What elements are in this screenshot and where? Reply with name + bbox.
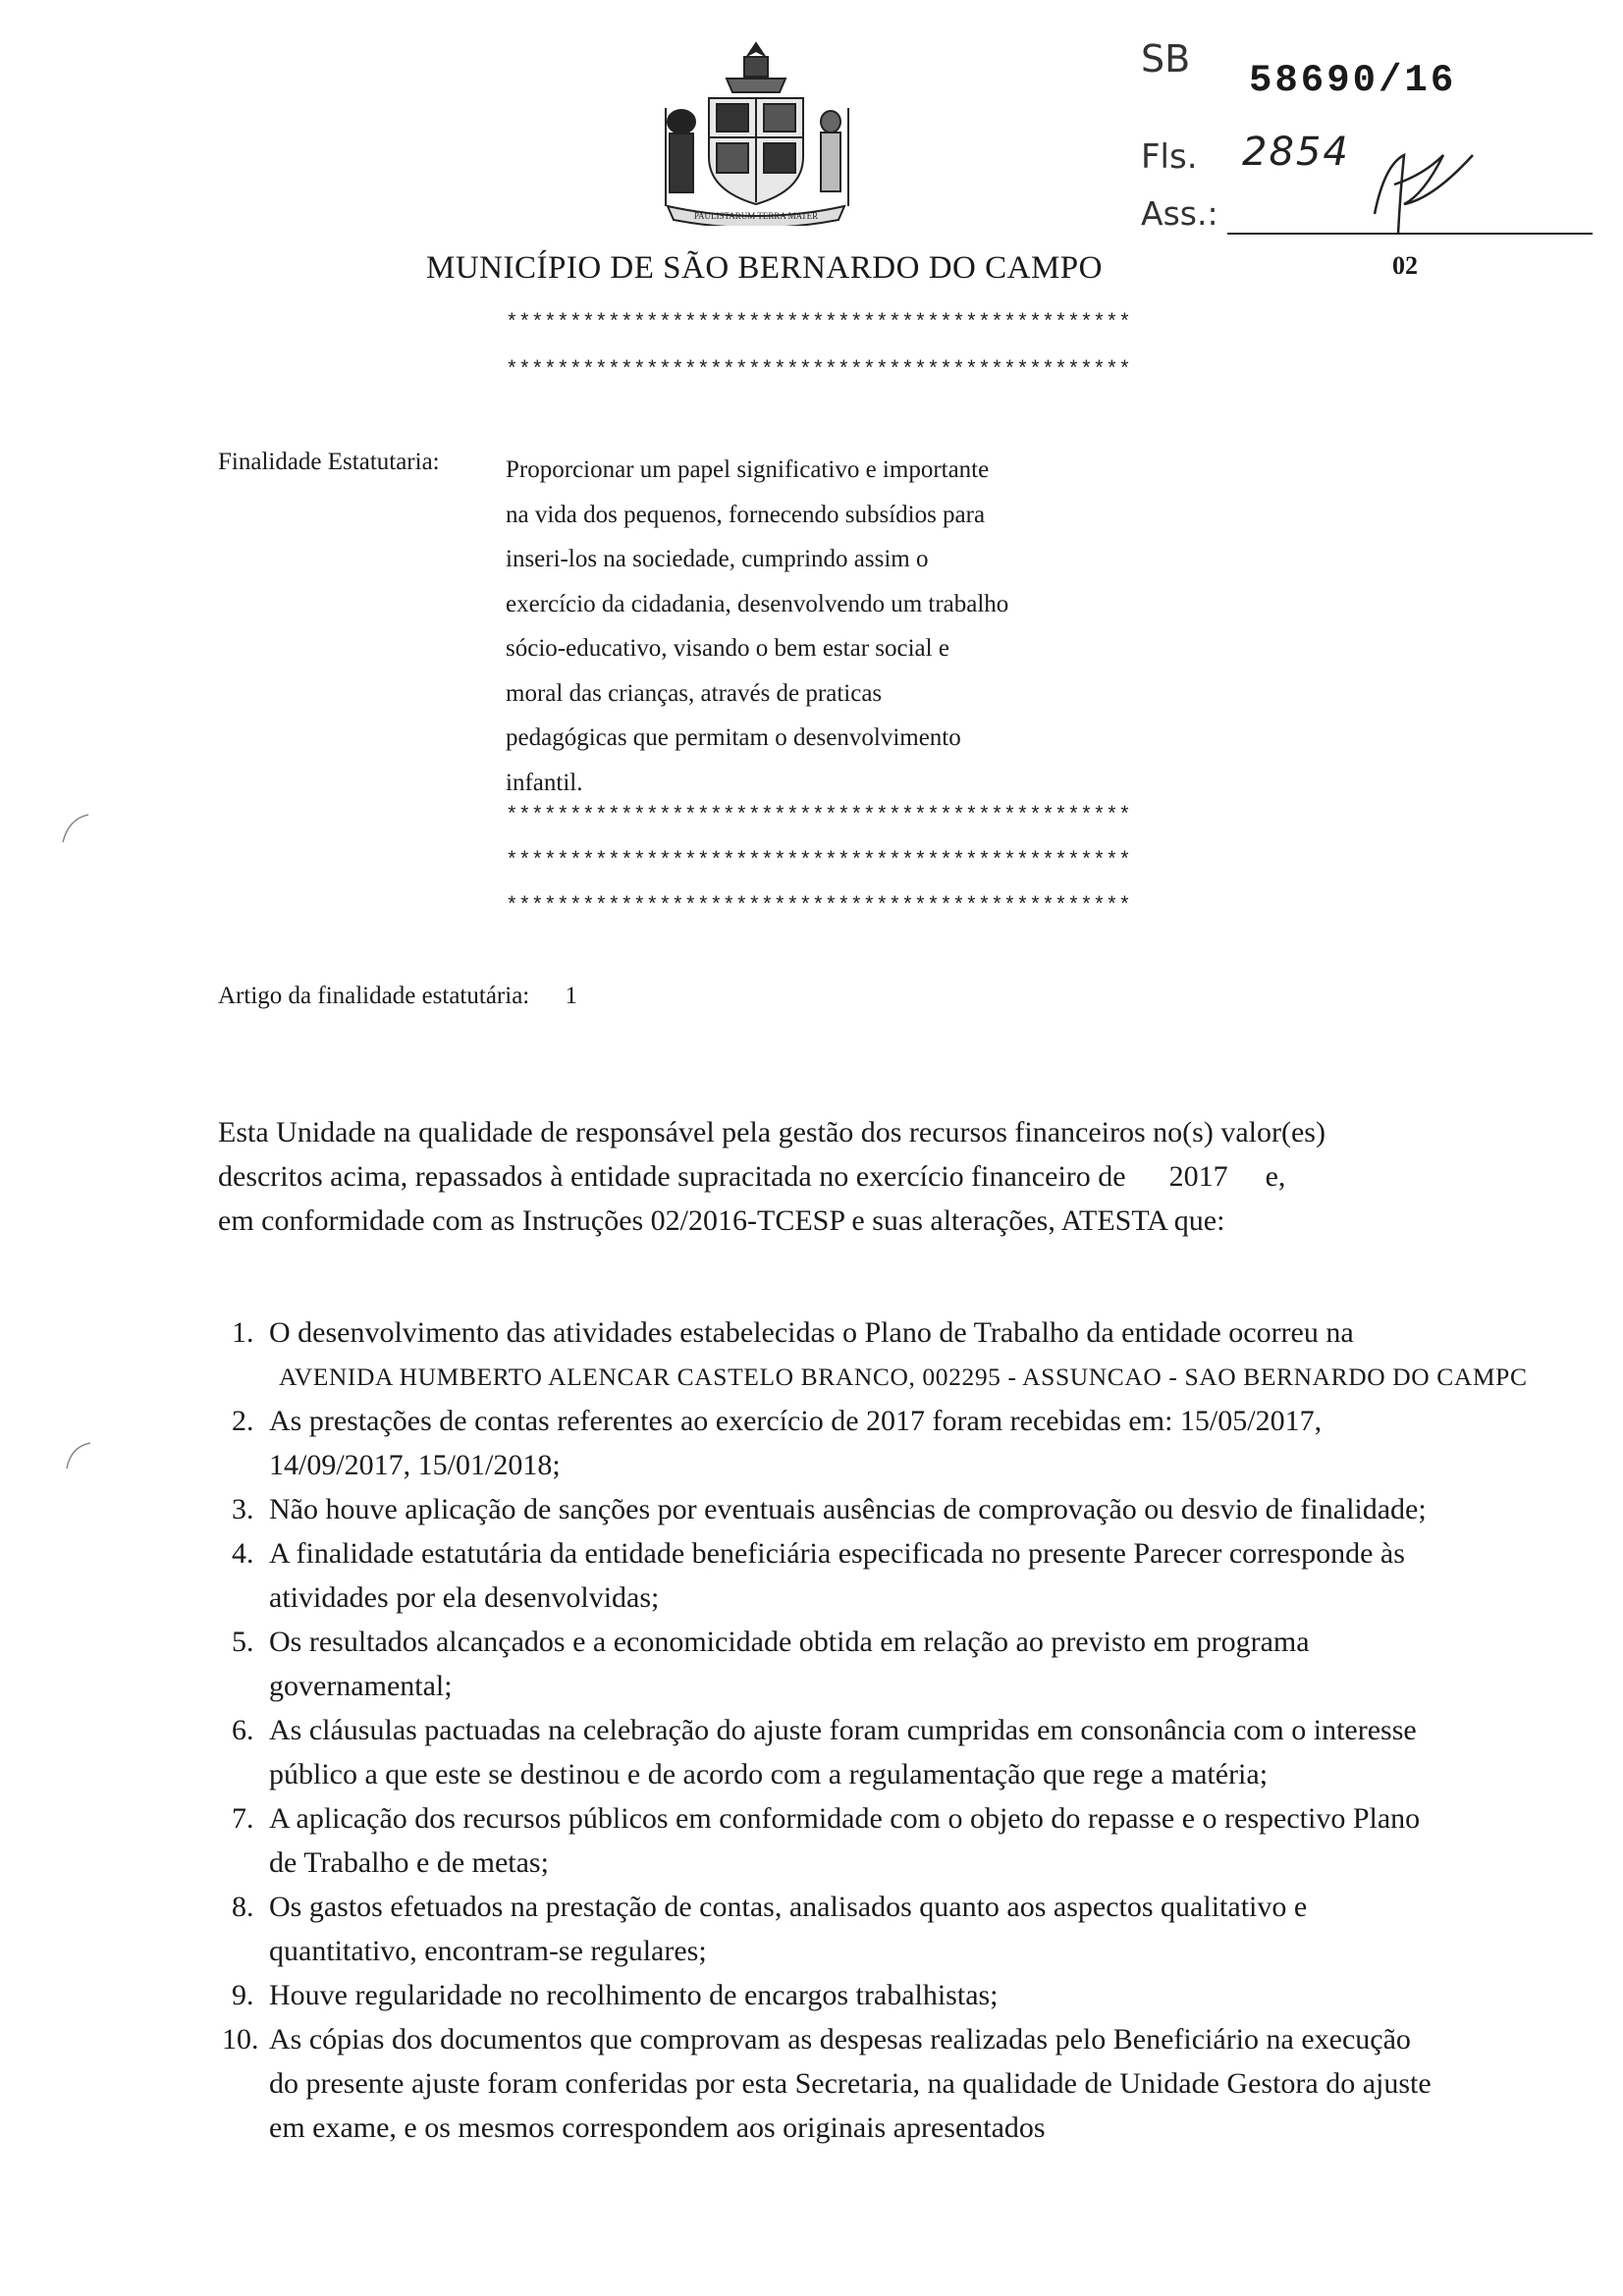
item-text: Houve regularidade no recolhimento de encargos trabalhistas; (269, 1979, 999, 2011)
item-text: As prestações de contas referentes ao exercício de 2017 foram recebidas em: 15/05/2017, 14/09/2017, 15/01/2018; (269, 1405, 1323, 1481)
separator-stars: ************************************************* (506, 312, 1132, 335)
finalidade-line: pedagógicas que permitam o desenvolvimento (506, 724, 961, 751)
item-number: 2. (232, 1405, 254, 1437)
item-text: As cópias dos documentos que comprovam as despesas realizadas pelo Beneficiário na execução do presente ajuste foram conferidas por esta Secretaria, na qualidade de Unidade Gestora do ajuste em exame, e os mesmos correspondem aos originais apresentados (269, 2023, 1432, 2144)
item-text: A aplicação dos recursos públicos em conformidade com o objeto do repasse e o respectivo Plano de Trabalho e de metas; (269, 1802, 1421, 1879)
item-number: 5. (232, 1626, 254, 1658)
item-address: AVENIDA HUMBERTO ALENCAR CASTELO BRANCO, 002295 - ASSUNCAO - SAO BERNARDO DO CAMPC (279, 1362, 1528, 1391)
atesta-line (218, 1154, 1435, 1199)
list-item (222, 1531, 1439, 1620)
list-item (222, 1620, 1439, 1708)
ass-label: Ass.: (1141, 194, 1218, 233)
atesta-paragraph (218, 1110, 1435, 1243)
list-item (222, 1708, 1439, 1796)
finalidade-line: moral das crianças, através de praticas (506, 679, 883, 707)
item-text: Não houve aplicação de sanções por eventuais ausências de comprovação ou desvio de finalidade; (269, 1493, 1427, 1525)
protocol-number: 58690/16 (1249, 59, 1457, 102)
item-number: 4. (232, 1537, 254, 1570)
separator-stars: ************************************************* (506, 895, 1132, 918)
attestation-list (222, 1310, 1528, 2150)
item-number: 1. (232, 1316, 254, 1349)
finalidade-line: inseri-los na sociedade, cumprindo assim o (506, 546, 929, 572)
list-item (222, 2017, 1439, 2150)
finalidade-line: sócio-educativo, visando o bem estar social e (506, 635, 949, 662)
item-text: Os gastos efetuados na prestação de contas, analisados quanto aos aspectos qualitativo e quantitativo, encontram-se regulares; (269, 1891, 1308, 1967)
finalidade-line: Proporcionar um papel significativo e importante (506, 456, 990, 483)
list-item (222, 1796, 1439, 1885)
atesta-line-text: descritos acima, repassados à entidade supracitada no exercício financeiro de (218, 1160, 1126, 1193)
item-text: O desenvolvimento das atividades estabelecidas o Plano de Trabalho da entidade ocorreu na (269, 1316, 1354, 1349)
signature-scribble-icon (1355, 126, 1492, 263)
finalidade-line: exercício da cidadania, desenvolvendo um trabalho (506, 590, 1009, 617)
finalidade-line: infantil. (506, 769, 583, 796)
binder-hole-marks-icon (29, 805, 108, 1492)
finalidade-line: na vida dos pequenos, fornecendo subsídios para (506, 501, 986, 528)
item-number: 7. (232, 1802, 254, 1835)
municipal-coat-of-arms-emblem (648, 39, 864, 226)
atesta-line-text: e, (1265, 1160, 1286, 1193)
finalidade-label: Finalidade Estatutaria: (218, 449, 440, 475)
list-item (222, 1399, 1439, 1487)
item-number: 8. (232, 1891, 254, 1923)
sb-label: SB (1141, 37, 1191, 80)
finalidade-text (506, 448, 1134, 805)
crest-motto: PAULISTARUM TERRA MATER (693, 211, 819, 221)
artigo-row (218, 983, 577, 1010)
separator-stars: ************************************************* (506, 805, 1132, 828)
atesta-line: Esta Unidade na qualidade de responsável pela gestão dos recursos financeiros no(s) valor(es) (218, 1116, 1325, 1148)
fls-number: 2854 (1242, 130, 1350, 175)
separator-stars: ************************************************* (506, 850, 1132, 873)
fiscal-year: 2017 (1168, 1160, 1228, 1193)
municipality-title: MUNICÍPIO DE SÃO BERNARDO DO CAMPO (426, 250, 1103, 286)
item-number: 10. (222, 2023, 259, 2056)
page-number: 02 (1392, 251, 1418, 280)
artigo-value: 1 (565, 983, 577, 1009)
item-number: 9. (232, 1979, 254, 2011)
item-text: A finalidade estatutária da entidade beneficiária especificada no presente Parecer corresponde às atividades por ela desenvolvidas; (269, 1537, 1405, 1614)
separator-stars: ************************************************* (506, 359, 1132, 382)
atesta-line: em conformidade com as Instruções 02/2016-TCESP e suas alterações, ATESTA que: (218, 1204, 1225, 1237)
item-number: 3. (232, 1493, 254, 1525)
fls-label: Fls. (1141, 137, 1198, 177)
list-item (222, 1973, 1439, 2017)
item-number: 6. (232, 1714, 254, 1746)
list-item (222, 1487, 1439, 1531)
list-item (222, 1885, 1439, 1973)
artigo-label: Artigo da finalidade estatutária: (218, 983, 530, 1009)
item-text: Os resultados alcançados e a economicidade obtida em relação ao previsto em programa governamental; (269, 1626, 1310, 1702)
item-text: As cláusulas pactuadas na celebração do ajuste foram cumpridas em consonância com o interesse público a que este se destinou e de acordo com a regulamentação que rege a matéria; (269, 1714, 1417, 1790)
list-item (222, 1310, 1528, 1399)
